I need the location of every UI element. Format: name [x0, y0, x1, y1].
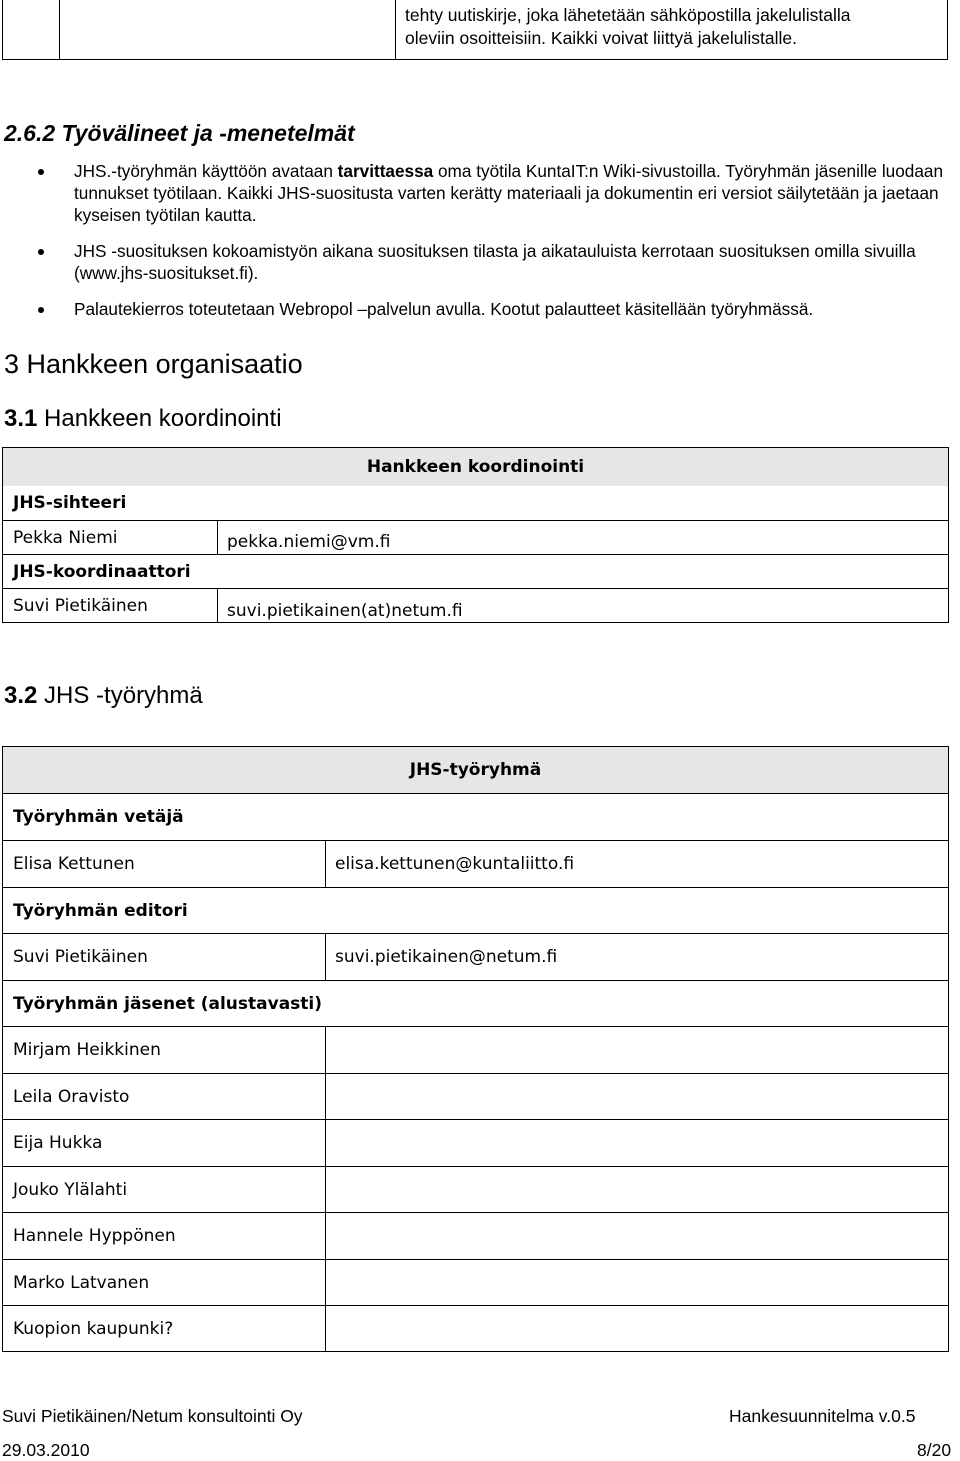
list-item: JHS -suosituksen kokoamistyön aikana suosituksen tilasta ja aikatauluista kerrotaan suosituksen omilla sivuilla (www.jhs-suositukset.fi). — [36, 240, 946, 284]
table-row: JHS-sihteeri — [13, 493, 127, 513]
list-item: Palautekierros toteutetaan Webropol –palvelun avulla. Kootut palautteet käsitellään työryhmässä. — [36, 298, 946, 320]
continuation-text: tehty uutiskirje, joka lähetetään sähköpostilla jakelulistalla oleviin osoitteisiin. Kaikki voivat liittyä jakelulistalle. — [405, 5, 851, 48]
table-row: JHS-koordinaattori — [3, 554, 948, 588]
table-row: Mirjam Heikkinen — [3, 1026, 948, 1073]
section-2-6-2-title: 2.6.2 Työvälineet ja -menetelmät — [4, 120, 355, 146]
table-row: Hannele Hyppönen — [3, 1212, 948, 1259]
bullet-icon — [38, 249, 44, 255]
footer-date: 29.03.2010 — [2, 1440, 90, 1460]
table-row: Pekka Niemi pekka.niemi@vm.fi — [3, 520, 948, 554]
continuation-table — [2, 0, 948, 60]
table-row: Työryhmän jäsenet (alustavasti) — [3, 980, 948, 1026]
coordination-table — [2, 447, 949, 623]
tools-bullet-list — [36, 160, 946, 334]
footer-document: Hankesuunnitelma v.0.5 — [729, 1406, 916, 1426]
section-3-1-title: 3.1 Hankkeen koordinointi — [4, 405, 282, 432]
table-header-row — [3, 747, 948, 793]
section-3-2-title: 3.2 JHS -työryhmä — [4, 682, 203, 709]
table-row: Marko Latvanen — [3, 1259, 948, 1305]
table-row: Työryhmän editori — [3, 887, 948, 933]
table-header: Hankkeen koordinointi — [366, 457, 585, 477]
table-row: Eija Hukka — [3, 1119, 948, 1166]
section-3-title: 3 Hankkeen organisaatio — [4, 349, 303, 379]
table-row: Suvi Pietikäinen suvi.pietikainen(at)netum.fi — [3, 588, 948, 623]
table-row: Elisa Kettunen elisa.kettunen@kuntaliitto.fi — [3, 840, 948, 887]
bullet-icon — [38, 169, 44, 175]
working-group-table — [2, 746, 949, 1352]
table-row: Työryhmän vetäjä — [3, 793, 948, 840]
table-row: Leila Oravisto — [3, 1073, 948, 1119]
bullet-icon — [38, 307, 44, 313]
table-row: Suvi Pietikäinen suvi.pietikainen@netum.fi — [3, 933, 948, 980]
footer-author: Suvi Pietikäinen/Netum konsultointi Oy — [2, 1406, 303, 1426]
table-row: Kuopion kaupunki? — [3, 1305, 948, 1351]
footer-page-number: 8/20 — [917, 1440, 952, 1460]
table-header-row — [3, 448, 948, 486]
table-row: Jouko Ylälahti — [3, 1166, 948, 1212]
list-item: JHS.-työryhmän käyttöön avataan tarvittaessa oma työtila KuntaIT:n Wiki-sivustoilla. Työryhmän jäsenille luodaan tunnukset työtilaan. Kaikki JHS-suositusta varten kerätty materiaali ja dokumentin eri versiot säilytetään ja jaetaan kyseisen työtilan kautta. — [36, 160, 946, 226]
table-header: JHS-työryhmä — [409, 760, 542, 780]
